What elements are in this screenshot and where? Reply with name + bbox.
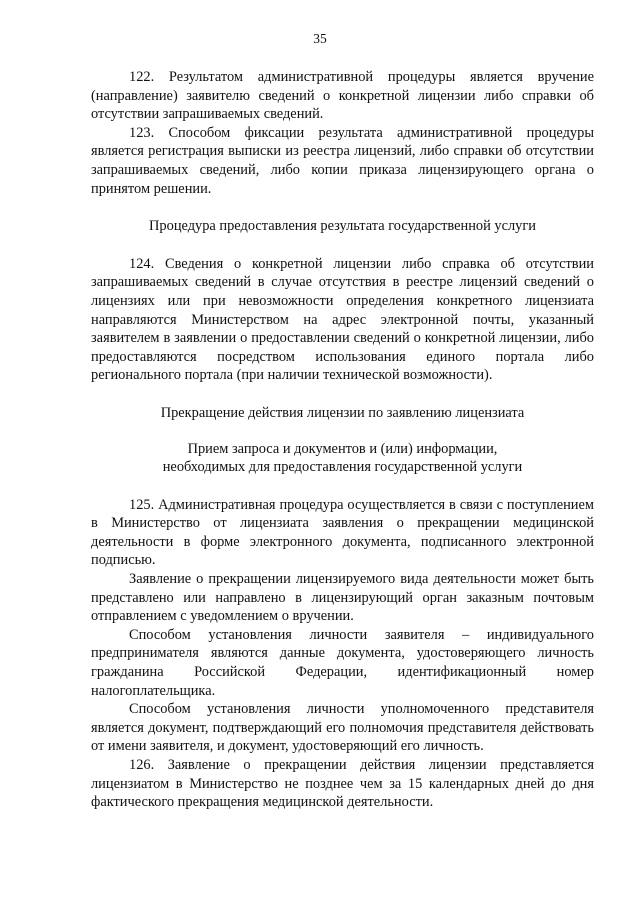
paragraph-125-submission: Заявление о прекращении лицензируемого вида деятельности может быть представлено или направлено в лицензирующий орган заказным почтовым отправлением с уведомлением о вручении.	[91, 571, 594, 625]
page-number: 35	[313, 31, 327, 46]
paragraph-124: 124. Сведения о конкретной лицензии либо справка об отсутствии запрашиваемых сведений в случае отсутствия в реестре лицензий сведений о лицензиях или при невозможности определения конкретного лицензиата направляются Министерством на адрес электронной почты, указанный заявителем в заявлении о предоставлении сведений о конкретной лицензии, либо предоставляются посредством использования единого портала либо регионального портала (при наличии технической возможности).	[91, 255, 594, 384]
paragraph-126: 126. Заявление о прекращении действия лицензии представляется лицензиатом в Министерство не позднее чем за 15 календарных дней до дня фактического прекращения медицинской деятельности.	[91, 757, 594, 811]
heading-reception-line-2: необходимых для предоставления государственной услуги	[162, 459, 523, 476]
heading-procedure-result: Процедура предоставления результата государственной услуги	[149, 218, 536, 235]
heading-termination: Прекращение действия лицензии по заявлению лицензиата	[160, 404, 525, 421]
paragraph-122: 122. Результатом административной процедуры является вручение (направление) заявителю сведений о конкретной лицензии либо справки об отсутствии запрашиваемых сведений.	[91, 69, 594, 123]
paragraph-123: 123. Способом фиксации результата административной процедуры является регистрация выписки из реестра лицензий, либо справки об отсутствии запрашиваемых сведений, либо копии приказа лицензирующего органа о принятом решении.	[91, 124, 594, 197]
paragraph-125-identity-entrepreneur: Способом установления личности заявителя – индивидуального предпринимателя являются данные документа, удостоверяющего личность гражданина Российской Федерации, идентификационный номер налогоплательщика.	[91, 626, 594, 699]
paragraph-125: 125. Административная процедура осуществляется в связи с поступлением в Министерство от лицензиата заявления о прекращении медицинской деятельности в форме электронного документа, подписанного электронной подписью.	[91, 496, 594, 569]
heading-reception-line-1: Прием запроса и документов и (или) информации,	[187, 440, 498, 457]
paragraph-125-identity-representative: Способом установления личности уполномоченного представителя является документ, подтверждающий его полномочия представителя действовать от имени заявителя, и документ, удостоверяющий его личность.	[91, 701, 594, 755]
document-body	[91, 68, 594, 812]
